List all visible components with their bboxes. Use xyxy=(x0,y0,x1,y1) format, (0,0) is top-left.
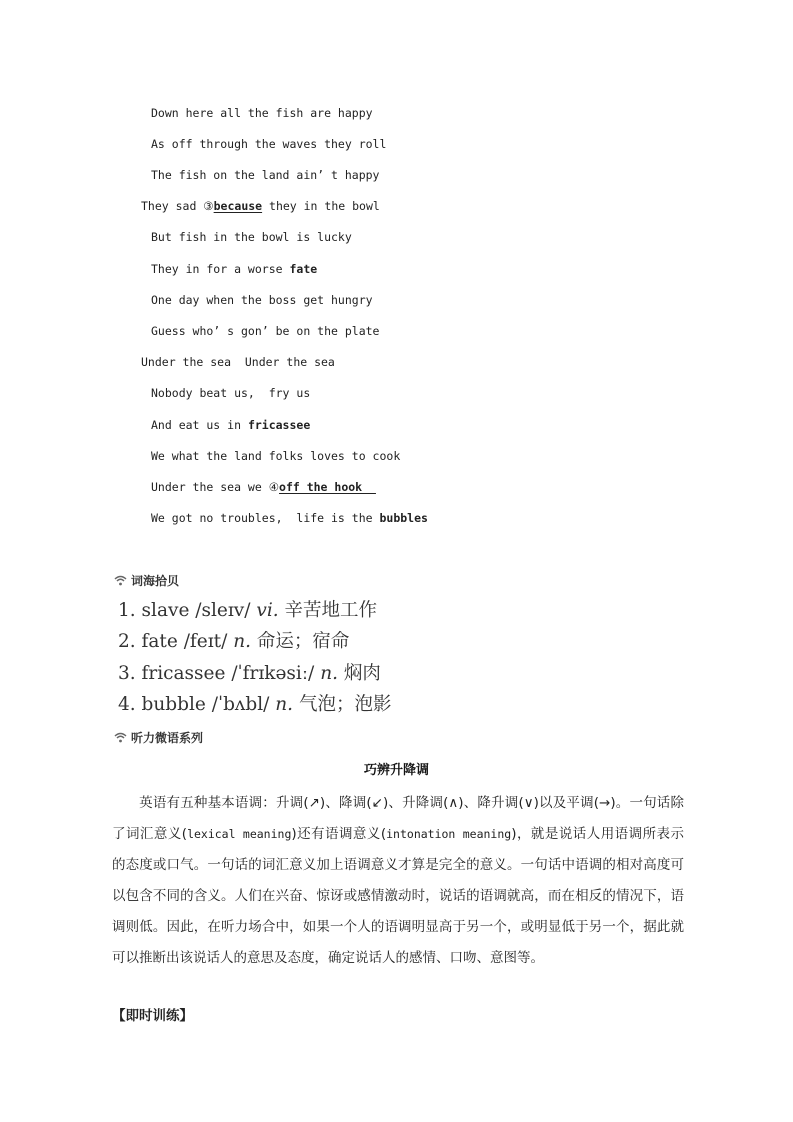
paragraph-text: )，就是说话人用语调所表示的态度或口气。一句话的词汇意义加上语调意义才算是完全的意义。一句话中语调的相对高度可以包含不同的含义。人们在兴奋、惊讶或感情激动时，说话的语调就高，而在相反的情况下，语调则低。因此，在听力场合中，如果一个人的语调明显高于另一个，或明显低于另一个，据此就可以推断出该说话人的意思及态度，确定说话人的感情、口吻、意图等。 xyxy=(112,826,684,966)
lyric-line: One day when the boss get hungry xyxy=(151,293,373,307)
article-paragraph xyxy=(112,788,684,974)
lyric-line xyxy=(151,479,376,495)
lyric-line xyxy=(151,417,310,433)
wifi-icon xyxy=(114,575,127,586)
vocab-highlight: fricassee xyxy=(247,418,311,432)
article-title: 巧辨升降调 xyxy=(363,763,429,778)
vocab-item: 1. slave /sleɪv/ vi. 辛苦地工作 xyxy=(118,600,378,621)
term-lexical: lexical meaning xyxy=(187,827,292,841)
blank-answer: off the hook xyxy=(279,480,376,494)
section-title: 听力微语系列 xyxy=(131,731,204,745)
lyric-line: Down here all the fish are happy xyxy=(151,106,373,120)
vocab-highlight: fate xyxy=(289,262,318,276)
lyric-line: Nobody beat us, fry us xyxy=(151,386,311,400)
lyric-line: As off through the waves they roll xyxy=(151,137,387,151)
paragraph-text: 英语有五种基本语调：升调(↗)、降调(↙)、升降调(∧)、降升调(∨)以及平调(→)。一句话除了词汇意义( xyxy=(112,795,684,842)
wifi-icon xyxy=(114,732,127,743)
lyric-line: But fish in the bowl is lucky xyxy=(151,230,352,244)
lyric-line: Under the sea Under the sea xyxy=(141,355,335,369)
lyric-text: they in the bowl xyxy=(262,199,380,213)
lyric-line: The fish on the land ain’ t happy xyxy=(151,168,380,182)
lyric-line xyxy=(151,510,428,526)
vocab-item: 2. fate /feɪt/ n. 命运；宿命 xyxy=(118,631,350,652)
term-intonation: intonation meaning xyxy=(386,827,512,841)
blank-answer: because xyxy=(213,199,263,213)
lyric-text: Under the sea we ④ xyxy=(151,480,280,494)
lyric-text: And eat us in xyxy=(151,418,248,432)
drill-label: 【即时训练】 xyxy=(112,1008,193,1024)
lyric-text: They sad ③ xyxy=(141,199,214,213)
lyric-text: We got no troubles, life is the xyxy=(151,511,380,525)
section-title: 词海拾贝 xyxy=(131,574,180,588)
vocab-item: 3. fricassee /ˈfrɪkəsiː/ n. 焖肉 xyxy=(118,663,381,684)
vocab-item: 4. bubble /ˈbʌbl/ n. 气泡；泡影 xyxy=(118,694,392,715)
lyric-line: We what the land folks loves to cook xyxy=(151,449,401,463)
vocab-section-header xyxy=(114,572,179,589)
listening-section-header xyxy=(114,729,203,746)
paragraph-text: )还有语调意义( xyxy=(291,826,387,842)
lyric-text: They in for a worse xyxy=(151,262,290,276)
lyric-line xyxy=(141,198,380,214)
vocab-highlight: bubbles xyxy=(379,511,428,525)
lyric-line xyxy=(151,261,317,277)
lyric-line: Guess who’ s gon’ be on the plate xyxy=(151,324,380,338)
